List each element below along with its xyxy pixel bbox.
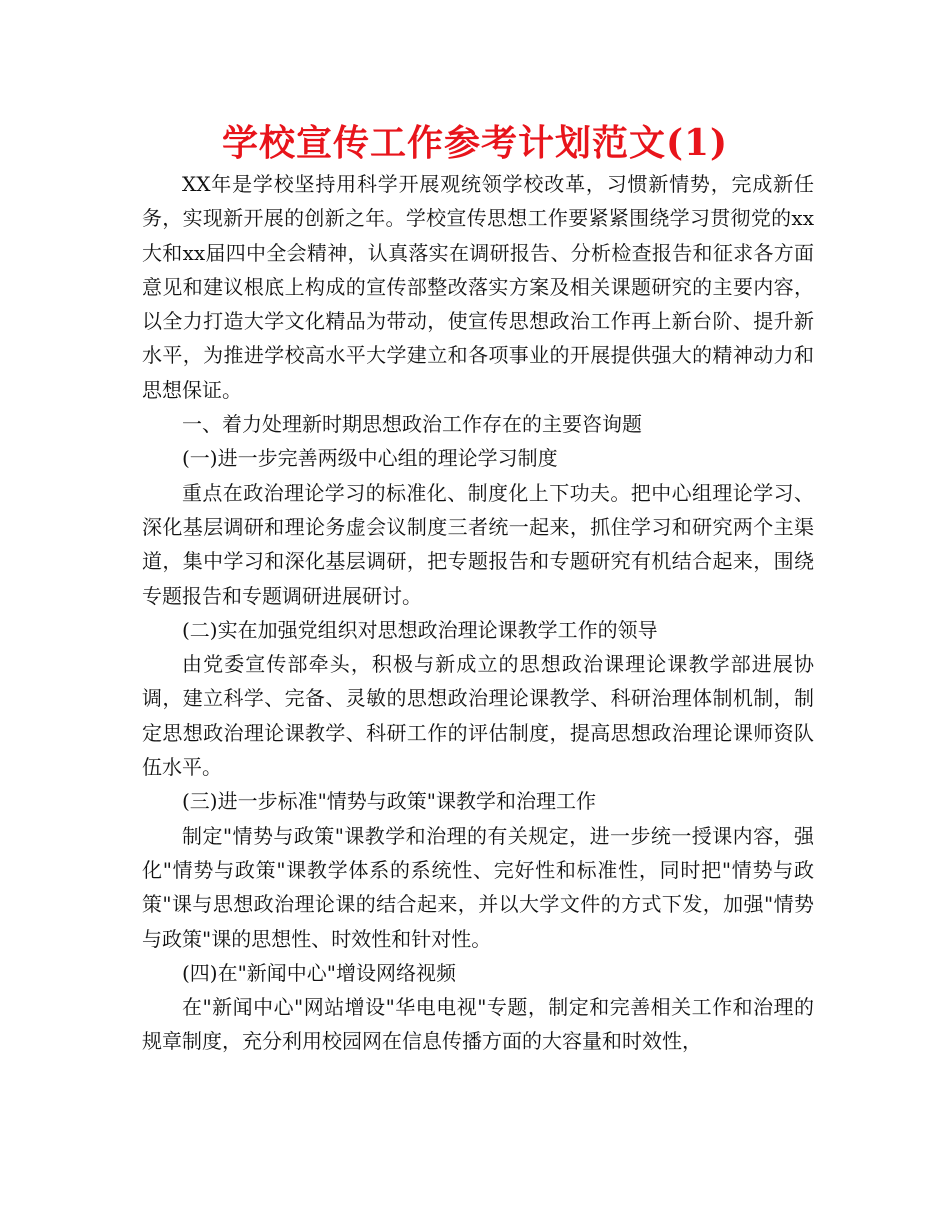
subsection-heading-1: (一)进一步完善两级中心组的理论学习制度 xyxy=(182,446,558,471)
document-title: 学校宣传工作参考计划范文(1) xyxy=(221,122,729,164)
subsection-heading-3: (三)进一步标准"情势与政策"课教学和治理工作 xyxy=(182,789,597,814)
paragraph-intro: XX年是学校坚持用科学开展观统领学校改革，习惯新情势，完成新任务，实现新开展的创新之年。学校宣传思想工作要紧紧围绕学习贯彻党的xx大和xx届四中全会精神，认真落实在调研报告、分析检查报告和征求各方面意见和建议根底上构成的宣传部整改落实方案及相关课题研究的主要内容，以全力打造大学文化精品为带动，使宣传思想政治工作再上新台阶、提升新水平，为推进学校高水平大学建立和各项事业的开展提供强大的精神动力和思想保证。 xyxy=(142,172,814,402)
document-body xyxy=(142,167,814,1059)
subsection-heading-4: (四)在"新闻中心"增设网络视频 xyxy=(182,960,457,985)
paragraph-2: 由党委宣传部牵头，积极与新成立的思想政治课理论课教学部进展协调，建立科学、完备、灵敏的思想政治理论课教学、科研治理体制机制，制定思想政治理论课教学、科研工作的评估制度，提高思想政治理论课师资队伍水平。 xyxy=(142,652,814,780)
section-heading-1: 一、着力处理新时期思想政治工作存在的主要咨询题 xyxy=(182,412,642,437)
paragraph-1: 重点在政治理论学习的标准化、制度化上下功夫。把中心组理论学习、深化基层调研和理论务虚会议制度三者统一起来，抓住学习和研究两个主渠道，集中学习和深化基层调研，把专题报告和专题研究有机结合起来，围绕专题报告和专题调研进展研讨。 xyxy=(142,480,814,608)
paragraph-3: 制定"情势与政策"课教学和治理的有关规定，进一步统一授课内容，强化"情势与政策"课教学体系的系统性、完好性和标准性，同时把"情势与政策"课与思想政治理论课的结合起来，并以大学文件的方式下发，加强"情势与政策"课的思想性、时效性和针对性。 xyxy=(142,823,814,951)
subsection-heading-2: (二)实在加强党组织对思想政治理论课教学工作的领导 xyxy=(182,617,658,642)
paragraph-4: 在"新闻中心"网站增设"华电电视"专题，制定和完善相关工作和治理的规章制度，充分利用校园网在信息传播方面的大容量和时效性， xyxy=(142,995,814,1054)
